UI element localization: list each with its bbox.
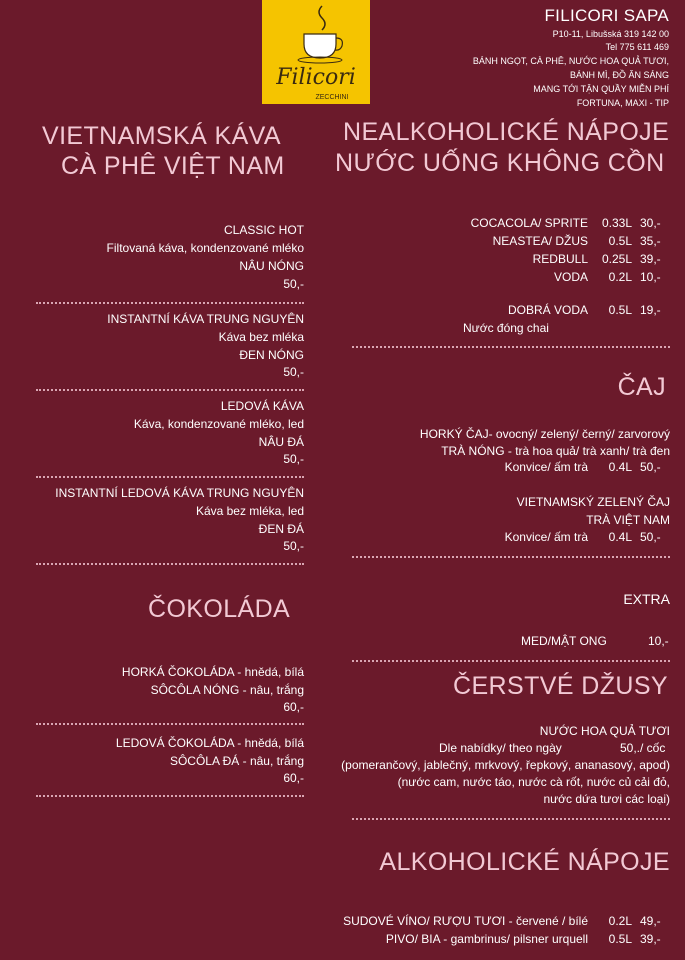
shop-desc: BÁNH NGỌT, CÀ PHÊ, NƯỚC HOA QUẢ TƯƠI, (472, 56, 669, 66)
item-volume: 0.4L (608, 460, 632, 474)
menu-item-price: 60,- (283, 700, 304, 714)
menu-item-line: INSTANTNÍ LEDOVÁ KÁVA TRUNG NGUYÊN (55, 486, 304, 500)
divider (352, 818, 670, 820)
item-name: NEASTEA/ DŽUS (492, 234, 588, 248)
menu-item-price: 50,- (283, 365, 304, 379)
juice-price: 50,./ cốc (620, 741, 666, 755)
menu-row (505, 528, 670, 546)
juice-line: nước dứa tươi các loại) (543, 792, 670, 806)
tea-line: TRÀ NÓNG - trà hoa quả/ trà xanh/ trà đen (441, 444, 670, 458)
menu-item-line: Káva bez mléka, led (195, 504, 304, 518)
divider (352, 660, 670, 662)
water-item (508, 301, 670, 319)
menu-row (505, 458, 670, 476)
menu-row (343, 912, 670, 930)
menu-item-price: 50,- (283, 277, 304, 291)
menu-item-line: LEDOVÁ ČOKOLÁDA - hnědá, bílá (115, 736, 304, 750)
alcohol-title: ALKOHOLICKÉ NÁPOJE (379, 848, 670, 876)
item-volume: 0.4L (608, 530, 632, 544)
chocolate-title: ČOKOLÁDA (148, 595, 291, 623)
tea-title: ČAJ (617, 373, 666, 401)
coffee-cup-icon (262, 0, 370, 104)
soft-drinks-list (471, 214, 670, 286)
menu-item-line: Káva, kondenzované mléko, led (133, 417, 304, 431)
divider (36, 476, 304, 478)
menu-item-line: HORKÁ ČOKOLÁDA - hnědá, bílá (121, 665, 304, 679)
divider (352, 346, 670, 348)
item-price: 19,- (640, 303, 661, 317)
item-price: 49,- (640, 914, 661, 928)
item-price: 35,- (640, 234, 661, 248)
menu-row (471, 232, 670, 250)
menu-item-line: CLASSIC HOT (223, 223, 304, 237)
menu-item-line: ĐEN ĐÁ (258, 522, 304, 536)
svg-text:Filicori: Filicori (276, 65, 356, 90)
menu-item-price: 50,- (283, 452, 304, 466)
item-volume: 0.33L (601, 216, 632, 230)
tea-line: HORKÝ ČAJ- ovocný/ zelený/ černý/ zarvorový (419, 427, 670, 441)
item-price: 50,- (640, 530, 661, 544)
extra-item-price: 10,- (648, 634, 669, 648)
divider (36, 302, 304, 304)
menu-item-line: NÂU ĐÁ (258, 435, 304, 449)
item-volume: 0.5L (608, 234, 632, 248)
shop-desc: FORTUNA, MAXI - TIP (576, 98, 669, 108)
menu-item-price: 60,- (283, 771, 304, 785)
menu-item-line: SÔCÔLA NÓNG - nâu, trắng (150, 683, 304, 697)
item-volume: 0.25L (601, 252, 632, 266)
menu-item-line: ĐEN NÓNG (239, 348, 304, 362)
item-volume: 0.2L (608, 270, 632, 284)
item-name: VODA (553, 270, 588, 284)
soft-drinks-title-cz: NEALKOHOLICKÉ NÁPOJE (343, 118, 670, 146)
item-name: REDBULL (532, 252, 588, 266)
item-name: DOBRÁ VODA (507, 303, 588, 317)
shop-name: FILICORI SAPA (544, 6, 669, 25)
item-name: COCACOLA/ SPRITE (470, 216, 588, 230)
item-volume: 0.5L (608, 932, 632, 946)
menu-item-line: INSTANTNÍ KÁVA TRUNG NGUYÊN (107, 312, 304, 326)
juice-line: (pomerančový, jablečný, mrkvový, řepkový, ananasový, apod) (341, 758, 670, 772)
soft-drinks-title-vn: NƯỚC UỐNG KHÔNG CỒN (335, 149, 665, 177)
item-price: 30,- (640, 216, 661, 230)
tea-item (505, 528, 670, 546)
menu-row (471, 250, 670, 268)
item-name: Konvice/ ấm trà (504, 460, 588, 474)
menu-item-line: Filtovaná káva, kondenzované mléko (106, 241, 304, 255)
shop-desc: BÁNH MÌ, ĐỒ ĂN SÁNG (569, 70, 669, 80)
alcohol-list (343, 912, 670, 948)
water-sub: Nước đóng chai (463, 321, 549, 335)
menu-item-line: LEDOVÁ KÁVA (220, 399, 304, 413)
shop-desc: MANG TỚI TẬN QUẦY MIỄN PHÍ (533, 84, 669, 94)
tea-line: TRÀ VIỆT NAM (586, 513, 670, 527)
menu-row (471, 268, 670, 286)
tea-item (505, 458, 670, 476)
menu-row (343, 930, 670, 948)
coffee-title-vn: CÀ PHÊ VIỆT NAM (61, 152, 285, 180)
filicori-logo (262, 0, 370, 104)
item-volume: 0.2L (608, 914, 632, 928)
divider (36, 723, 304, 725)
juice-title: ČERSTVÉ DŽUSY (453, 672, 668, 700)
item-price: 39,- (640, 252, 661, 266)
menu-item-line: Káva bez mléka (218, 330, 304, 344)
menu-item-line: NÂU NÓNG (239, 259, 304, 273)
item-name: Konvice/ ấm trà (504, 530, 588, 544)
item-name: SUDOVÉ VÍNO/ RƯỢU TƯƠI - červené / bílé (343, 914, 588, 928)
coffee-title-cz: VIETNAMSKÁ KÁVA (42, 122, 281, 150)
item-price: 10,- (640, 270, 661, 284)
shop-address: P10-11, Libušská 319 142 00 (552, 29, 669, 39)
item-price: 39,- (640, 932, 661, 946)
divider (36, 563, 304, 565)
item-price: 50,- (640, 460, 661, 474)
menu-item-line: SÔCÔLA ĐÁ - nâu, trắng (169, 754, 304, 768)
juice-offer: Dle nabídky/ theo ngày (439, 741, 562, 755)
item-name: PIVO/ BIA - gambrinus/ pilsner urquell (385, 932, 588, 946)
divider (352, 556, 670, 558)
tea-line: VIETNAMSKÝ ZELENÝ ČAJ (516, 495, 670, 509)
juice-line: NƯỚC HOA QUẢ TƯƠI (539, 724, 670, 738)
item-volume: 0.5L (608, 303, 632, 317)
extra-title: EXTRA (623, 591, 670, 607)
menu-row (471, 214, 670, 232)
juice-line: (nước cam, nước táo, nước cà rốt, nước củ cải đỏ, (397, 775, 670, 789)
divider (36, 795, 304, 797)
divider (36, 389, 304, 391)
shop-phone: Tel 775 611 469 (605, 42, 669, 52)
menu-row (508, 301, 670, 319)
svg-text:ZECCHINI: ZECCHINI (315, 94, 349, 101)
menu-item-price: 50,- (283, 539, 304, 553)
extra-item-name: MED/MẬT ONG (521, 634, 607, 648)
